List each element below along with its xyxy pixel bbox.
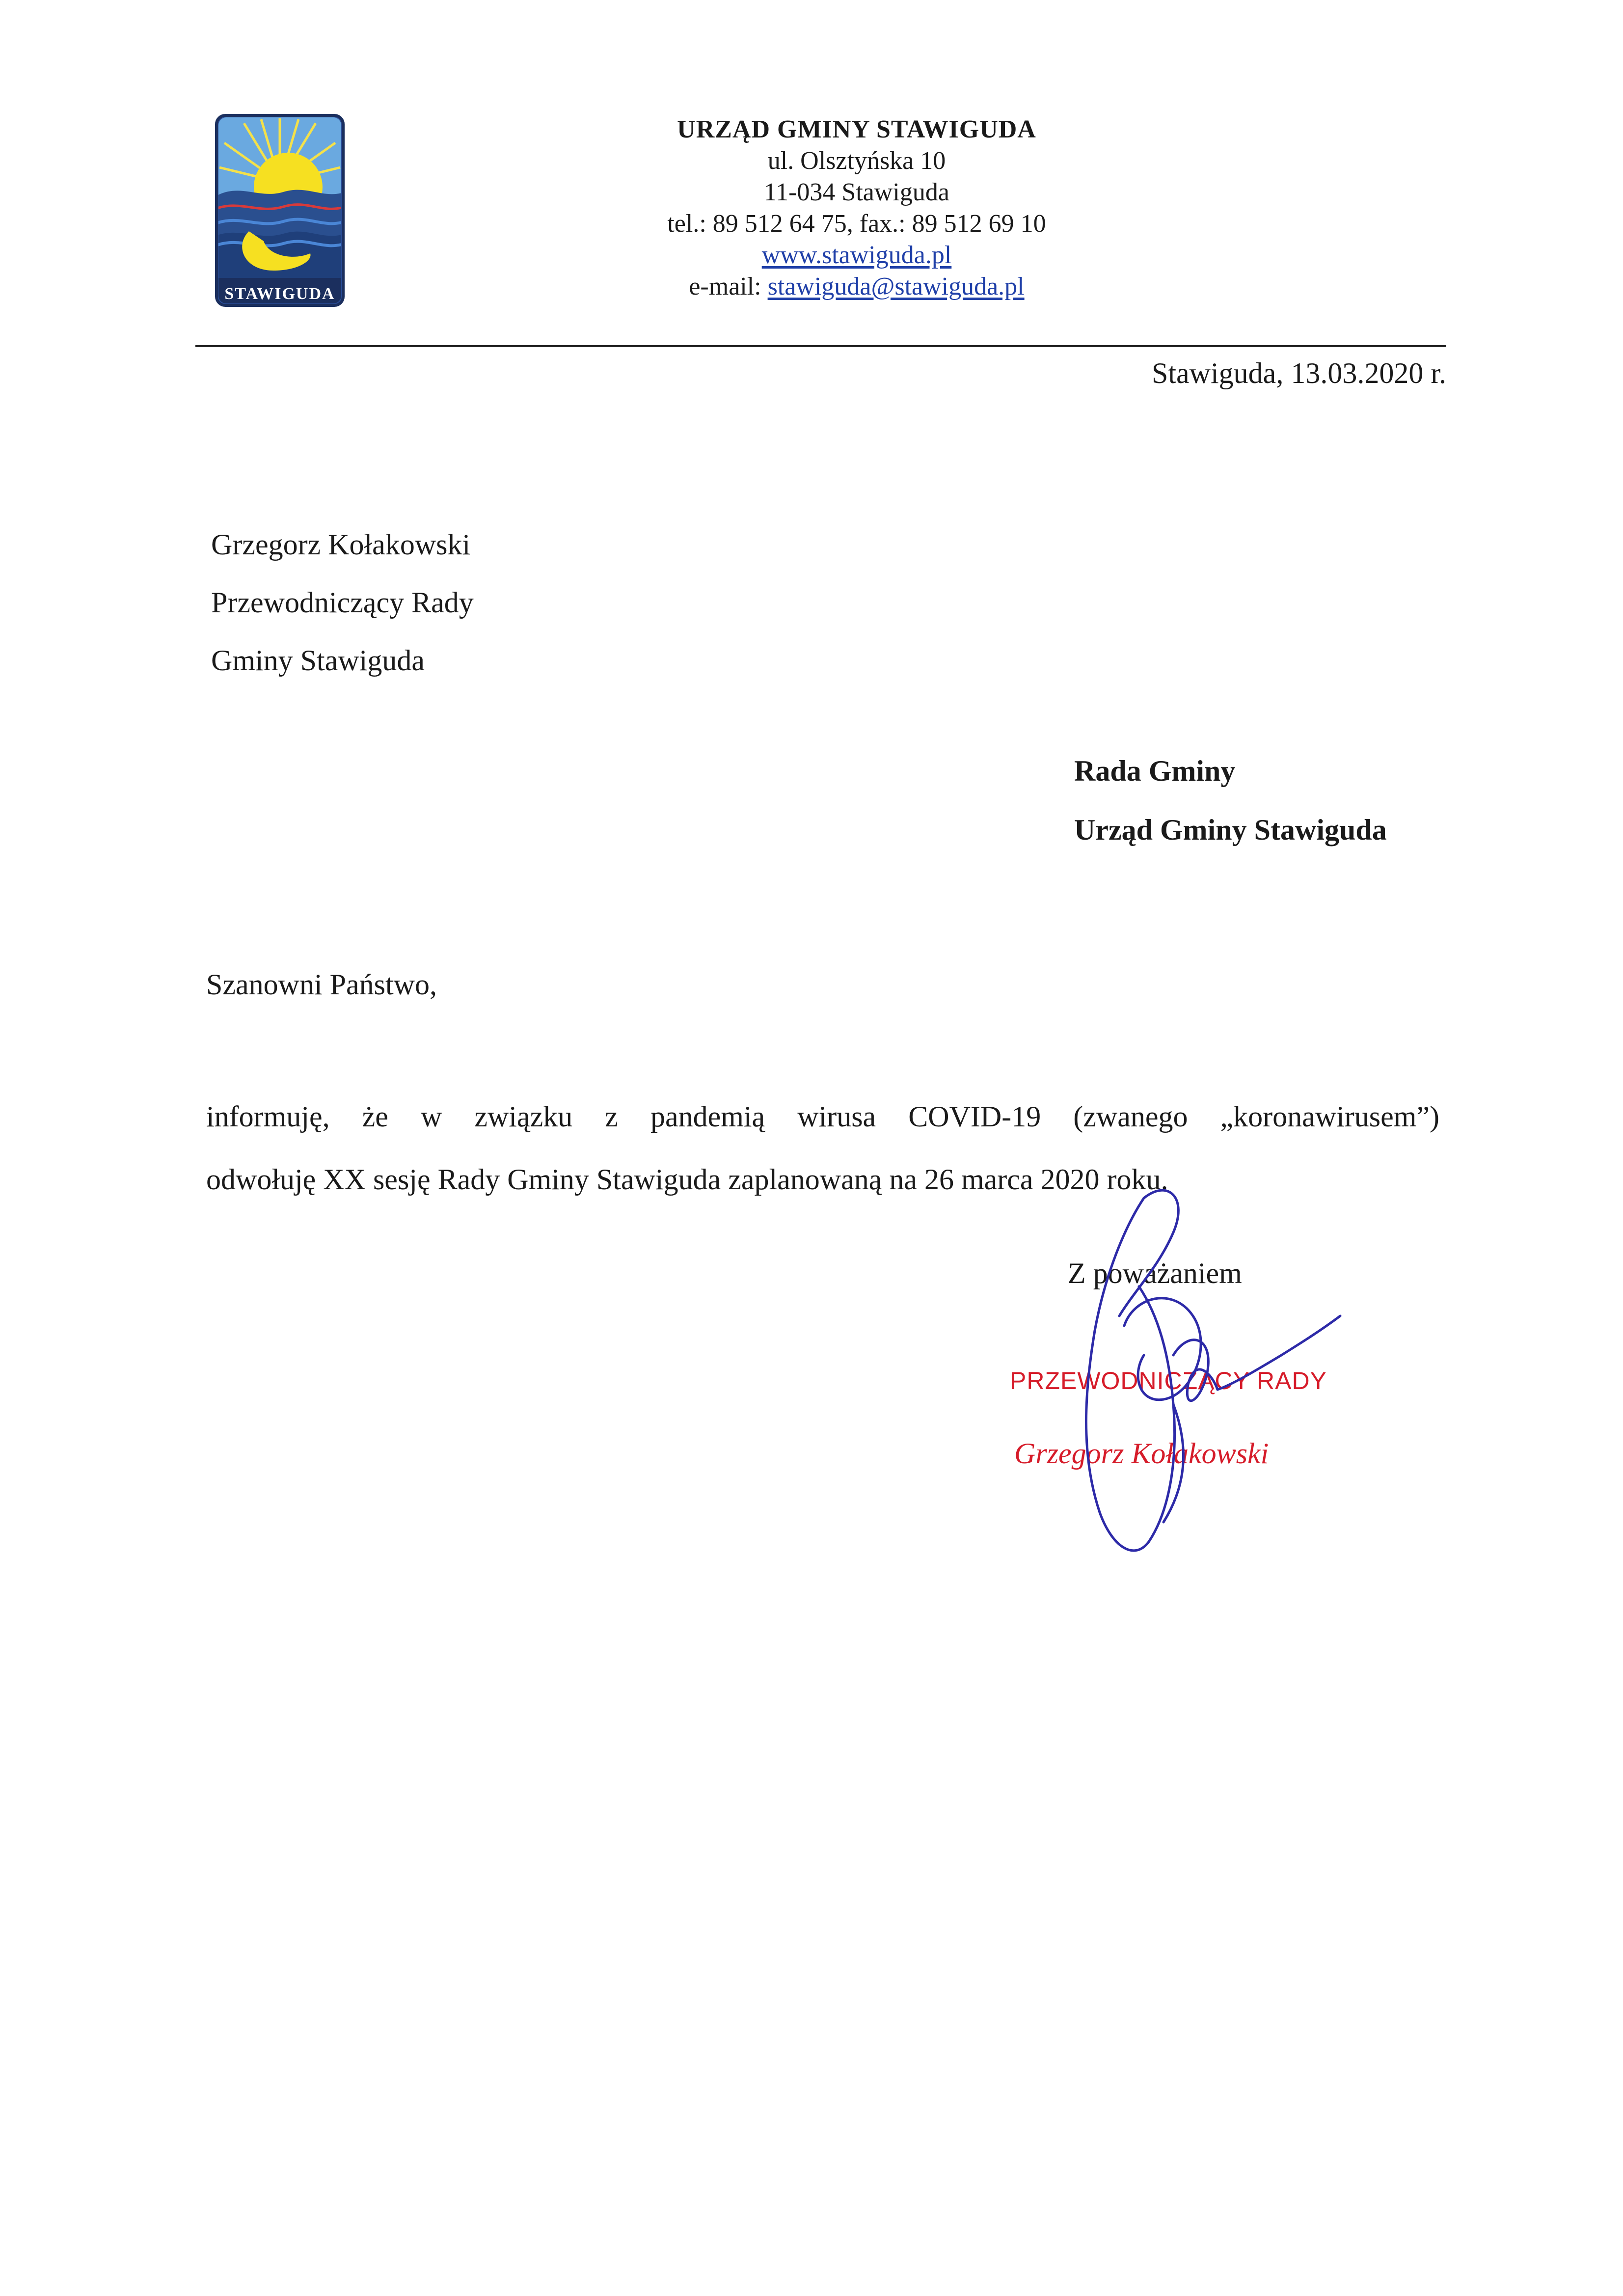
recipient-block	[1074, 741, 1387, 859]
email-link[interactable]: stawiguda@stawiguda.pl	[767, 273, 1025, 301]
org-street: ul. Olsztyńska 10	[767, 147, 946, 175]
org-phone-fax: tel.: 89 512 64 75, fax.: 89 512 69 10	[667, 210, 1046, 238]
website-link[interactable]: www.stawiguda.pl	[761, 241, 952, 269]
recipient-line-2: Urząd Gminy Stawiguda	[1074, 814, 1387, 846]
addressee-name: Grzegorz Kołakowski	[211, 528, 471, 561]
stamp-title: PRZEWODNICZĄCY RADY	[1010, 1367, 1327, 1394]
email-label: e-mail:	[689, 273, 768, 301]
salutation: Szanowni Państwo,	[206, 968, 437, 1001]
addressee-role: Przewodniczący Rady	[211, 586, 474, 619]
body-line-1: informuję, że w związku z pandemią wirusa COVID-19 (zwanego „koronawirusem”)	[206, 1100, 1439, 1133]
closing: Z poważaniem	[1068, 1257, 1242, 1289]
logo-text: STAWIGUDA	[224, 285, 335, 303]
stamp-name: Grzegorz Kołakowski	[1014, 1437, 1269, 1470]
addressee-org: Gminy Stawiguda	[211, 644, 425, 677]
recipient-line-1: Rada Gminy	[1074, 755, 1236, 787]
body-line-2: odwołuję XX sesję Rady Gminy Stawiguda zaplanowaną na 26 marca 2020 roku.	[206, 1163, 1168, 1196]
letterhead-contact	[555, 114, 1159, 302]
letter-date: Stawiguda, 13.03.2020 r.	[1152, 357, 1446, 389]
letter-body	[206, 1085, 1439, 1211]
org-name: URZĄD GMINY STAWIGUDA	[677, 115, 1036, 143]
org-postal: 11-034 Stawiguda	[764, 178, 949, 206]
header-divider	[195, 345, 1446, 347]
addressee-block	[211, 516, 474, 689]
coat-of-arms-logo	[215, 113, 345, 307]
